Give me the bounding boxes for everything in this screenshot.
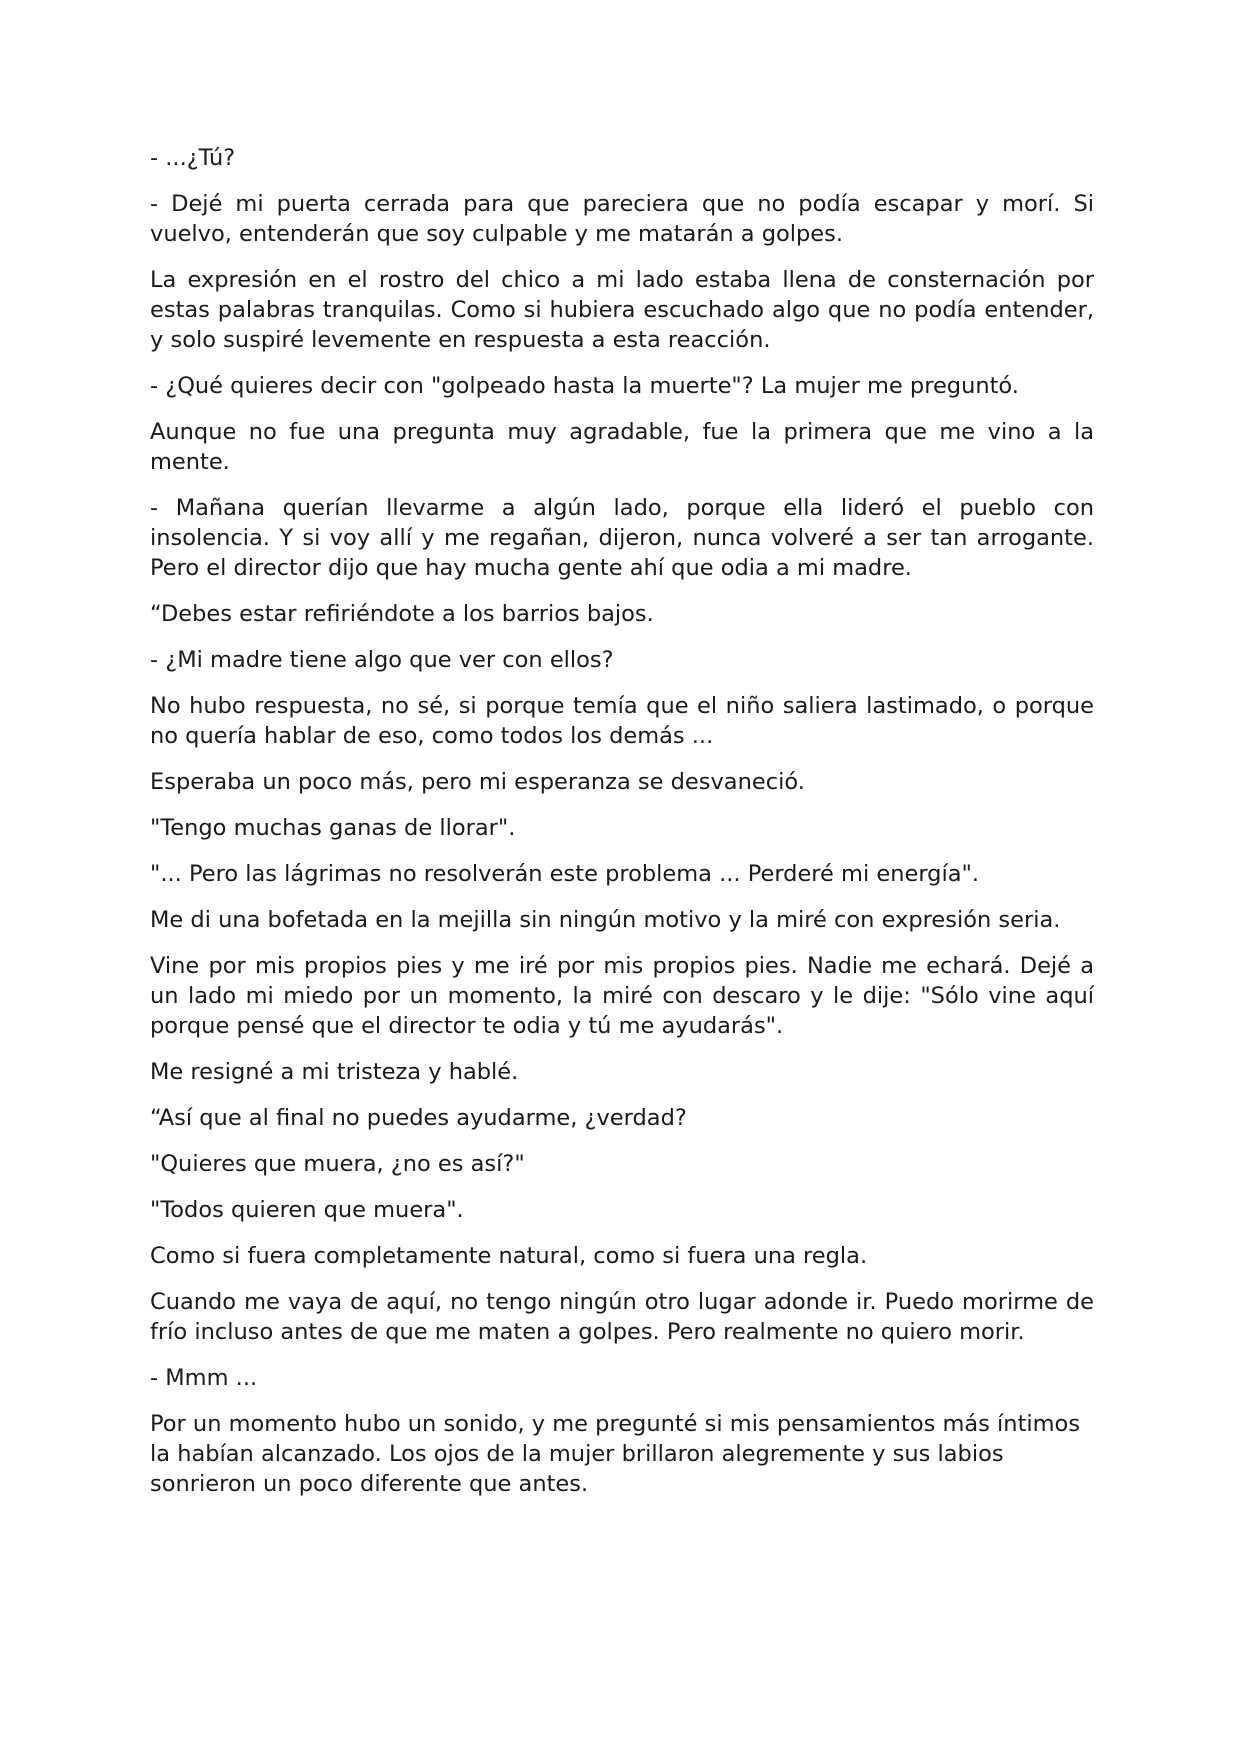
paragraph: “Así que al final no puedes ayudarme, ¿verdad? <box>150 1105 687 1131</box>
paragraph: "Tengo muchas ganas de llorar". <box>150 815 516 841</box>
paragraph: Como si fuera completamente natural, como si fuera una regla. <box>150 1243 868 1269</box>
paragraph: No hubo respuesta, no sé, si porque temía que el niño saliera lastimado, o porque no quería hablar de eso, como todos los demás ... <box>150 693 1094 749</box>
document-page <box>150 143 1094 1515</box>
paragraph: - ¿Qué quieres decir con "golpeado hasta la muerte"? La mujer me preguntó. <box>150 373 1019 399</box>
paragraph: - ...¿Tú? <box>150 145 236 171</box>
paragraph: Me resigné a mi tristeza y hablé. <box>150 1059 519 1085</box>
paragraph: Me di una bofetada en la mejilla sin ningún motivo y la miré con expresión seria. <box>150 907 1061 933</box>
paragraph: Esperaba un poco más, pero mi esperanza se desvaneció. <box>150 769 805 795</box>
paragraph: Cuando me vaya de aquí, no tengo ningún otro lugar adonde ir. Puedo morirme de frío incluso antes de que me maten a golpes. Pero realmente no quiero morir. <box>150 1289 1094 1345</box>
paragraph: - ¿Mi madre tiene algo que ver con ellos? <box>150 647 614 673</box>
paragraph: Por un momento hubo un sonido, y me pregunté si mis pensamientos más íntimos la habían alcanzado. Los ojos de la mujer brillaron alegremente y sus labios sonrieron un poco diferente que antes. <box>150 1411 1081 1497</box>
paragraph: “Debes estar refiriéndote a los barrios bajos. <box>150 601 654 627</box>
paragraph: "Todos quieren que muera". <box>150 1197 464 1223</box>
paragraph: - Dejé mi puerta cerrada para que pareciera que no podía escapar y morí. Si vuelvo, entenderán que soy culpable y me matarán a golpes. <box>150 191 1094 247</box>
paragraph: Aunque no fue una pregunta muy agradable, fue la primera que me vino a la mente. <box>150 419 1094 475</box>
paragraph: La expresión en el rostro del chico a mi lado estaba llena de consternación por estas palabras tranquilas. Como si hubiera escuchado algo que no podía entender, y solo suspiré levemente en respuesta a esta reacción. <box>150 267 1094 353</box>
paragraph: "Quieres que muera, ¿no es así?" <box>150 1151 525 1177</box>
paragraph: - Mañana querían llevarme a algún lado, porque ella lideró el pueblo con insolencia. Y si voy allí y me regañan, dijeron, nunca volveré a ser tan arrogante. Pero el director dijo que hay mucha gente ahí que odia a mi madre. <box>150 495 1094 581</box>
paragraph: Vine por mis propios pies y me iré por mis propios pies. Nadie me echará. Dejé a un lado mi miedo por un momento, la miré con descaro y le dije: "Sólo vine aquí porque pensé que el director te odia y tú me ayudarás". <box>150 953 1094 1039</box>
paragraph: "... Pero las lágrimas no resolverán este problema ... Perderé mi energía". <box>150 861 979 887</box>
paragraph: - Mmm ... <box>150 1365 258 1391</box>
